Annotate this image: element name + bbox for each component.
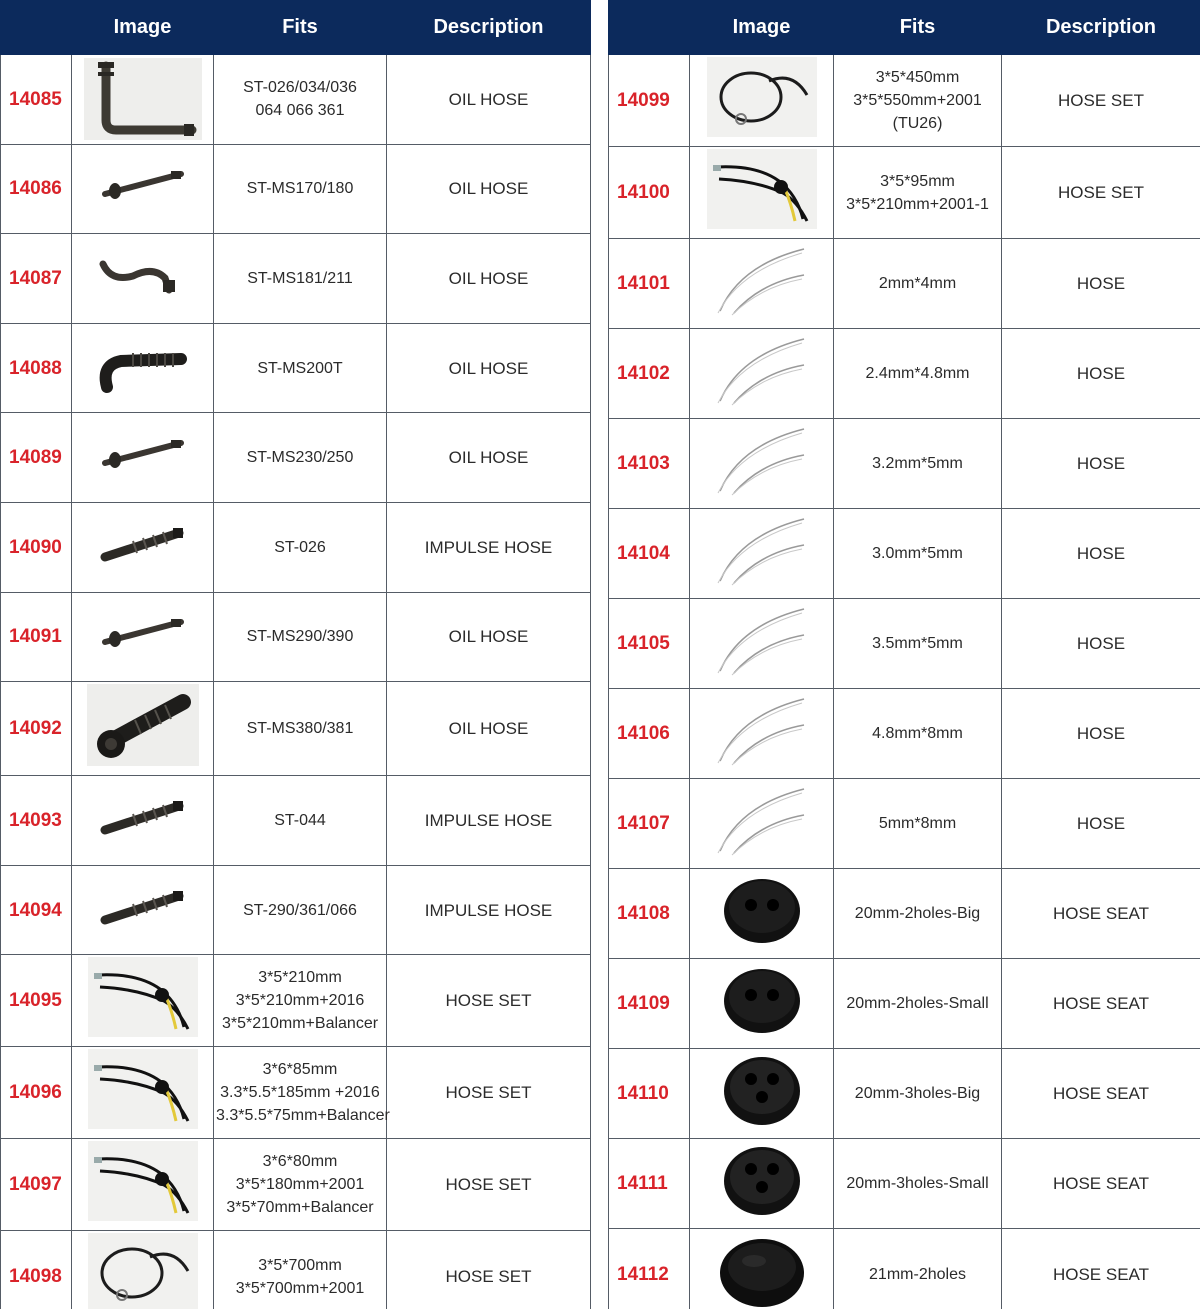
curved-hose-icon bbox=[93, 287, 193, 304]
part-description: HOSE SET bbox=[387, 955, 591, 1047]
part-description: HOSE SET bbox=[387, 1047, 591, 1139]
table-row bbox=[1, 502, 591, 592]
clear-tubing-icon bbox=[712, 396, 812, 413]
part-fits bbox=[214, 234, 387, 324]
part-image bbox=[72, 865, 214, 955]
part-image bbox=[690, 1229, 834, 1309]
part-description: HOSE SEAT bbox=[1002, 1229, 1200, 1309]
part-code: 14106 bbox=[609, 689, 690, 779]
impulse-hose-icon bbox=[93, 829, 193, 846]
header-fits: Fits bbox=[214, 1, 387, 55]
header-code bbox=[1, 1, 72, 55]
part-description: HOSE bbox=[1002, 419, 1200, 509]
part-fits bbox=[834, 147, 1002, 239]
part-image bbox=[690, 869, 834, 959]
part-image bbox=[72, 413, 214, 503]
table-row bbox=[609, 55, 1200, 147]
part-code: 14086 bbox=[1, 144, 72, 234]
fits-line: 3*5*700mm bbox=[258, 1256, 342, 1274]
part-code: 14093 bbox=[1, 776, 72, 866]
clear-tubing-icon bbox=[712, 846, 812, 863]
fits-line: (TU26) bbox=[892, 115, 943, 132]
fits-line: 3*5*450mm bbox=[875, 69, 960, 86]
part-description: OIL HOSE bbox=[387, 144, 591, 234]
fits-line: ST-MS181/211 bbox=[247, 269, 353, 287]
part-image bbox=[72, 144, 214, 234]
part-code: 14087 bbox=[1, 234, 72, 324]
part-code: 14107 bbox=[609, 779, 690, 869]
part-image bbox=[72, 682, 214, 776]
part-image bbox=[690, 1049, 834, 1139]
part-code: 14103 bbox=[609, 419, 690, 509]
clear-tubing-icon bbox=[712, 576, 812, 593]
part-image bbox=[72, 234, 214, 324]
fuel-line-set-icon bbox=[88, 1024, 198, 1041]
fits-line: 21mm-2holes bbox=[869, 1266, 966, 1283]
part-code: 14110 bbox=[609, 1049, 690, 1139]
part-fits bbox=[834, 239, 1002, 329]
corrugated-elbow-hose-icon bbox=[93, 382, 193, 399]
impulse-hose-icon bbox=[93, 919, 193, 936]
part-fits bbox=[214, 1047, 390, 1139]
part-image bbox=[690, 239, 834, 329]
part-description: HOSE SEAT bbox=[1002, 959, 1200, 1049]
clear-tubing-icon bbox=[712, 756, 812, 773]
part-image bbox=[690, 147, 834, 239]
part-description: IMPULSE HOSE bbox=[387, 502, 591, 592]
part-code: 14098 bbox=[1, 1231, 72, 1309]
part-description: HOSE SEAT bbox=[1002, 1049, 1200, 1139]
part-image bbox=[690, 329, 834, 419]
fits-line: ST-MS290/390 bbox=[246, 628, 354, 646]
part-description: HOSE bbox=[1002, 329, 1200, 419]
part-code: 14095 bbox=[1, 955, 72, 1047]
corrugated-hose-icon bbox=[87, 753, 199, 770]
part-image bbox=[690, 599, 834, 689]
table-row bbox=[609, 239, 1200, 329]
part-image bbox=[72, 1139, 214, 1231]
fits-line: 20mm-3holes-Small bbox=[846, 1175, 989, 1192]
fits-line: 3.0mm*5mm bbox=[872, 545, 963, 562]
part-description: HOSE SEAT bbox=[1002, 869, 1200, 959]
fits-line: ST-MS230/250 bbox=[246, 449, 354, 467]
table-row bbox=[1, 776, 591, 866]
part-description: OIL HOSE bbox=[387, 55, 591, 145]
fits-line: 5mm*8mm bbox=[878, 815, 957, 832]
part-image bbox=[690, 419, 834, 509]
part-fits bbox=[214, 1231, 387, 1309]
table-row bbox=[1, 682, 591, 776]
table-row bbox=[1, 592, 591, 682]
grommet-2-hole-icon bbox=[717, 1026, 807, 1043]
fits-line: 4.8mm*8mm bbox=[872, 725, 963, 742]
fits-line: 064 066 361 bbox=[255, 102, 345, 120]
table-header-row bbox=[609, 1, 1200, 55]
header-image: Image bbox=[72, 1, 214, 55]
fits-line: 3*6*80mm bbox=[262, 1153, 338, 1171]
part-description: IMPULSE HOSE bbox=[387, 865, 591, 955]
part-code: 14090 bbox=[1, 502, 72, 592]
fits-line: 3*5*210mm+2001-1 bbox=[846, 195, 989, 213]
part-fits bbox=[214, 323, 387, 413]
part-code: 14096 bbox=[1, 1047, 72, 1139]
straight-hose-icon bbox=[93, 466, 193, 483]
part-description: HOSE SEAT bbox=[1002, 1139, 1200, 1229]
fits-line: ST-290/361/066 bbox=[243, 901, 357, 919]
part-code: 14112 bbox=[609, 1229, 690, 1309]
part-code: 14109 bbox=[609, 959, 690, 1049]
part-description: OIL HOSE bbox=[387, 413, 591, 503]
part-code: 14085 bbox=[1, 55, 72, 145]
straight-hose-icon bbox=[93, 645, 193, 662]
table-row bbox=[609, 1049, 1200, 1139]
fits-line: 3.5mm*5mm bbox=[872, 635, 963, 652]
part-description: HOSE bbox=[1002, 779, 1200, 869]
header-description: Description bbox=[1002, 1, 1200, 55]
fits-line: 2.4mm*4.8mm bbox=[865, 365, 970, 382]
fits-line: 2mm*4mm bbox=[878, 275, 957, 292]
fits-line: 3*5*210mm bbox=[258, 969, 342, 987]
part-image bbox=[72, 955, 214, 1047]
grommet-dome-icon bbox=[714, 1298, 810, 1309]
fits-line: 3*5*95mm bbox=[880, 172, 955, 190]
part-description: HOSE SET bbox=[387, 1139, 591, 1231]
part-description: HOSE SET bbox=[1002, 147, 1200, 239]
part-fits bbox=[834, 509, 1002, 599]
right-parts-table bbox=[608, 0, 1200, 1309]
table-row bbox=[1, 413, 591, 503]
part-description: HOSE SET bbox=[1002, 55, 1200, 147]
part-image bbox=[690, 689, 834, 779]
clear-tubing-icon bbox=[712, 306, 812, 323]
part-description: OIL HOSE bbox=[387, 234, 591, 324]
part-fits bbox=[834, 329, 1002, 419]
part-code: 14092 bbox=[1, 682, 72, 776]
fits-line: 3*5*210mm+2016 bbox=[235, 992, 365, 1010]
part-image bbox=[72, 323, 214, 413]
fuel-line-set-icon bbox=[707, 216, 817, 233]
fits-line: ST-MS380/381 bbox=[246, 720, 354, 738]
part-description: HOSE bbox=[1002, 599, 1200, 689]
fits-line: 20mm-2holes-Big bbox=[854, 905, 981, 922]
table-row bbox=[609, 1139, 1200, 1229]
table-row bbox=[609, 599, 1200, 689]
part-description: OIL HOSE bbox=[387, 682, 591, 776]
part-image bbox=[690, 959, 834, 1049]
part-code: 14101 bbox=[609, 239, 690, 329]
part-fits bbox=[214, 55, 387, 145]
part-fits bbox=[214, 776, 387, 866]
part-code: 14099 bbox=[609, 55, 690, 147]
table-row bbox=[1, 323, 591, 413]
coiled-hose-icon bbox=[88, 1300, 198, 1309]
part-fits bbox=[834, 689, 1002, 779]
grommet-2-hole-icon bbox=[717, 936, 807, 953]
grommet-3-hole-icon bbox=[717, 1206, 807, 1223]
coiled-hose-icon bbox=[707, 124, 817, 141]
table-row bbox=[609, 509, 1200, 599]
fuel-line-set-icon bbox=[88, 1116, 198, 1133]
fits-line: 3*6*85mm bbox=[262, 1061, 338, 1079]
table-row bbox=[1, 955, 591, 1047]
impulse-hose-icon bbox=[93, 556, 193, 573]
part-fits bbox=[214, 682, 387, 776]
fits-line: 3*5*550mm+2001 bbox=[853, 92, 982, 109]
part-image bbox=[690, 55, 834, 147]
table-row bbox=[609, 1229, 1200, 1309]
part-fits bbox=[834, 959, 1002, 1049]
part-fits bbox=[834, 55, 1002, 147]
table-row bbox=[1, 144, 591, 234]
part-description: HOSE SET bbox=[387, 1231, 591, 1309]
header-description: Description bbox=[387, 1, 591, 55]
part-fits bbox=[834, 779, 1002, 869]
fits-line: ST-026 bbox=[274, 538, 326, 556]
part-fits bbox=[214, 413, 387, 503]
header-image: Image bbox=[690, 1, 834, 55]
part-fits bbox=[834, 599, 1002, 689]
table-header-row bbox=[1, 1, 591, 55]
part-description: HOSE bbox=[1002, 509, 1200, 599]
part-fits bbox=[214, 592, 387, 682]
header-code bbox=[609, 1, 690, 55]
fits-line: 3*5*180mm+2001 bbox=[235, 1176, 365, 1194]
part-code: 14091 bbox=[1, 592, 72, 682]
part-image bbox=[72, 776, 214, 866]
part-image bbox=[72, 592, 214, 682]
grommet-3-hole-icon bbox=[717, 1116, 807, 1133]
clear-tubing-icon bbox=[712, 486, 812, 503]
l-bend-pipe-icon bbox=[74, 58, 211, 140]
part-description: HOSE bbox=[1002, 689, 1200, 779]
part-image bbox=[690, 509, 834, 599]
part-code: 14104 bbox=[609, 509, 690, 599]
table-row bbox=[609, 959, 1200, 1049]
part-image bbox=[690, 779, 834, 869]
part-code: 14108 bbox=[609, 869, 690, 959]
fits-line: ST-MS200T bbox=[257, 359, 343, 377]
fits-line: 3.3*5.5*185mm +2016 bbox=[220, 1084, 380, 1102]
part-fits bbox=[834, 419, 1002, 509]
part-code: 14094 bbox=[1, 865, 72, 955]
fuel-line-set-icon bbox=[88, 1208, 198, 1225]
part-fits bbox=[834, 1229, 1002, 1309]
part-fits bbox=[214, 144, 387, 234]
part-fits bbox=[214, 502, 387, 592]
fits-line: 3.3*5.5*75mm+Balancer bbox=[216, 1107, 390, 1125]
part-code: 14102 bbox=[609, 329, 690, 419]
table-row bbox=[609, 329, 1200, 419]
part-code: 14089 bbox=[1, 413, 72, 503]
part-description: HOSE bbox=[1002, 239, 1200, 329]
part-fits bbox=[834, 1139, 1002, 1229]
table-row bbox=[1, 1231, 591, 1309]
left-parts-table bbox=[0, 0, 590, 1309]
table-row bbox=[609, 869, 1200, 959]
part-description: OIL HOSE bbox=[387, 323, 591, 413]
fits-line: 3*5*210mm+Balancer bbox=[221, 1015, 379, 1033]
part-fits bbox=[214, 1139, 387, 1231]
fits-line: 20mm-3holes-Big bbox=[854, 1085, 981, 1102]
part-code: 14088 bbox=[1, 323, 72, 413]
part-code: 14100 bbox=[609, 147, 690, 239]
table-row bbox=[609, 419, 1200, 509]
part-image bbox=[72, 1231, 214, 1309]
part-image bbox=[690, 1139, 834, 1229]
part-description: IMPULSE HOSE bbox=[387, 776, 591, 866]
part-code: 14105 bbox=[609, 599, 690, 689]
straight-hose-icon bbox=[93, 197, 193, 214]
table-row bbox=[1, 865, 591, 955]
fits-line: 20mm-2holes-Small bbox=[846, 995, 989, 1012]
part-image bbox=[72, 55, 214, 145]
table-row bbox=[1, 234, 591, 324]
fits-line: ST-026/034/036 bbox=[243, 79, 357, 97]
part-fits bbox=[214, 955, 387, 1047]
fits-line: ST-044 bbox=[274, 811, 326, 829]
fits-line: 3*5*70mm+Balancer bbox=[226, 1199, 374, 1217]
table-row bbox=[1, 1047, 591, 1139]
part-description: OIL HOSE bbox=[387, 592, 591, 682]
table-row bbox=[1, 1139, 591, 1231]
table-row bbox=[609, 147, 1200, 239]
clear-tubing-icon bbox=[712, 666, 812, 683]
part-image bbox=[72, 1047, 214, 1139]
part-fits bbox=[214, 865, 387, 955]
header-fits: Fits bbox=[834, 1, 1002, 55]
part-fits bbox=[834, 1049, 1002, 1139]
fits-line: 3.2mm*5mm bbox=[872, 455, 963, 472]
part-code: 14111 bbox=[609, 1139, 690, 1229]
fits-line: 3*5*700mm+2001 bbox=[235, 1279, 365, 1297]
part-fits bbox=[834, 869, 1002, 959]
fits-line: ST-MS170/180 bbox=[246, 180, 354, 198]
table-row bbox=[1, 55, 591, 145]
part-code: 14097 bbox=[1, 1139, 72, 1231]
table-row bbox=[609, 689, 1200, 779]
table-row bbox=[609, 779, 1200, 869]
part-image bbox=[72, 502, 214, 592]
